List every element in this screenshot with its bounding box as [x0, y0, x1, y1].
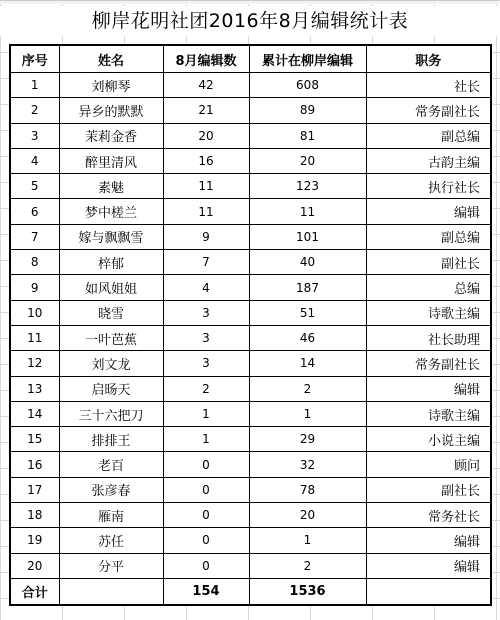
cell-total-count[interactable]: 29 [249, 427, 366, 452]
cell-role[interactable]: 编辑 [366, 199, 491, 224]
header-role[interactable]: 职务 [366, 45, 491, 73]
header-total-count[interactable]: 累计在柳岸编辑 [249, 45, 366, 73]
total-row [10, 578, 491, 605]
cell-total-count[interactable]: 1 [249, 528, 366, 553]
table-row [10, 148, 491, 173]
cell-name[interactable]: 老百 [59, 452, 163, 477]
table-row [10, 123, 491, 148]
cell-no[interactable]: 1 [10, 73, 59, 98]
cell-role[interactable]: 编辑 [366, 528, 491, 553]
header-name[interactable]: 姓名 [59, 45, 163, 73]
cell-role[interactable]: 编辑 [366, 376, 491, 401]
total-label[interactable]: 合计 [10, 578, 59, 605]
cell-name[interactable]: 一叶芭蕉 [59, 325, 163, 350]
table-row [10, 98, 491, 123]
cell-total-count[interactable]: 101 [249, 224, 366, 249]
cell-role[interactable]: 社长 [366, 73, 491, 98]
table-row [10, 325, 491, 350]
cell-no[interactable]: 16 [10, 452, 59, 477]
cell-no[interactable]: 13 [10, 376, 59, 401]
cell-total-count[interactable]: 46 [249, 325, 366, 350]
table-row [10, 427, 491, 452]
cell-no[interactable]: 18 [10, 503, 59, 528]
total-cumulative-sum[interactable]: 1536 [249, 578, 366, 605]
total-aug-sum[interactable]: 154 [163, 578, 249, 605]
cell-role[interactable]: 总编 [366, 275, 491, 300]
cell-role[interactable]: 常务副社长 [366, 351, 491, 376]
table-row [10, 376, 491, 401]
cell-no[interactable]: 14 [10, 401, 59, 426]
table-row [10, 174, 491, 199]
cell-aug-count[interactable]: 20 [163, 123, 249, 148]
table-row [10, 224, 491, 249]
cell-no[interactable]: 10 [10, 300, 59, 325]
cell-role[interactable]: 编辑 [366, 553, 491, 578]
table-row [10, 528, 491, 553]
cell-no[interactable]: 12 [10, 351, 59, 376]
cell-total-count[interactable]: 89 [249, 98, 366, 123]
cell-aug-count[interactable]: 0 [163, 528, 249, 553]
cell-name[interactable]: 茉莉金香 [59, 123, 163, 148]
cell-aug-count[interactable]: 0 [163, 553, 249, 578]
cell-name[interactable]: 排排王 [59, 427, 163, 452]
cell-name[interactable]: 梓郁 [59, 250, 163, 275]
cell-no[interactable]: 11 [10, 325, 59, 350]
cell-total-count[interactable]: 51 [249, 300, 366, 325]
cell-aug-count[interactable]: 3 [163, 300, 249, 325]
cell-name[interactable]: 素魅 [59, 174, 163, 199]
cell-total-count[interactable]: 1 [249, 401, 366, 426]
cell-name[interactable]: 启旸天 [59, 376, 163, 401]
cell-role[interactable]: 副社长 [366, 250, 491, 275]
table-row [10, 401, 491, 426]
cell-role[interactable]: 古韵主编 [366, 148, 491, 173]
cell-name[interactable]: 异乡的默默 [59, 98, 163, 123]
cell-total-count[interactable]: 608 [249, 73, 366, 98]
cell-no[interactable]: 9 [10, 275, 59, 300]
header-aug-count[interactable]: 8月编辑数 [163, 45, 249, 73]
cell-aug-count[interactable]: 16 [163, 148, 249, 173]
cell-role[interactable]: 常务副社长 [366, 98, 491, 123]
cell-aug-count[interactable]: 4 [163, 275, 249, 300]
cell-total-count[interactable]: 123 [249, 174, 366, 199]
cell-role[interactable]: 诗歌主编 [366, 401, 491, 426]
cell-role[interactable]: 顾问 [366, 452, 491, 477]
cell-aug-count[interactable]: 3 [163, 325, 249, 350]
cell-name[interactable]: 嫁与飘飘雪 [59, 224, 163, 249]
cell-total-count[interactable]: 40 [249, 250, 366, 275]
table-body [10, 73, 491, 579]
cell-aug-count[interactable]: 0 [163, 477, 249, 502]
cell-aug-count[interactable]: 2 [163, 376, 249, 401]
cell-total-count[interactable]: 2 [249, 376, 366, 401]
cell-aug-count[interactable]: 11 [163, 174, 249, 199]
cell-role[interactable]: 副总编 [366, 224, 491, 249]
total-role-cell[interactable] [366, 578, 491, 605]
cell-total-count[interactable]: 32 [249, 452, 366, 477]
cell-no[interactable]: 8 [10, 250, 59, 275]
table-row [10, 477, 491, 502]
cell-total-count[interactable]: 187 [249, 275, 366, 300]
cell-name[interactable]: 三十六把刀 [59, 401, 163, 426]
table-row [10, 503, 491, 528]
cell-no[interactable]: 15 [10, 427, 59, 452]
cell-total-count[interactable]: 78 [249, 477, 366, 502]
cell-name[interactable]: 张彦春 [59, 477, 163, 502]
sheet-title: 柳岸花明社团2016年8月编辑统计表 [0, 6, 500, 36]
cell-role[interactable]: 执行社长 [366, 174, 491, 199]
cell-role[interactable]: 诗歌主编 [366, 300, 491, 325]
cell-no[interactable]: 7 [10, 224, 59, 249]
table-row [10, 73, 491, 98]
cell-aug-count[interactable]: 1 [163, 401, 249, 426]
cell-aug-count[interactable]: 1 [163, 427, 249, 452]
cell-role[interactable]: 常务社长 [366, 503, 491, 528]
table-row [10, 199, 491, 224]
cell-total-count[interactable]: 20 [249, 503, 366, 528]
table-row [10, 300, 491, 325]
table-row [10, 553, 491, 578]
cell-aug-count[interactable]: 42 [163, 73, 249, 98]
cell-aug-count[interactable]: 0 [163, 452, 249, 477]
header-no[interactable]: 序号 [10, 45, 59, 73]
cell-total-count[interactable]: 11 [249, 199, 366, 224]
cell-no[interactable]: 5 [10, 174, 59, 199]
cell-role[interactable]: 副总编 [366, 123, 491, 148]
total-name-cell[interactable] [59, 578, 163, 605]
cell-name[interactable]: 刘柳琴 [59, 73, 163, 98]
cell-no[interactable]: 6 [10, 199, 59, 224]
header-row [10, 45, 491, 73]
table-row [10, 452, 491, 477]
cell-no[interactable]: 3 [10, 123, 59, 148]
cell-total-count[interactable]: 14 [249, 351, 366, 376]
cell-role[interactable]: 小说主编 [366, 427, 491, 452]
cell-aug-count[interactable]: 7 [163, 250, 249, 275]
cell-name[interactable]: 如风姐姐 [59, 275, 163, 300]
cell-role[interactable]: 副社长 [366, 477, 491, 502]
cell-name[interactable]: 分平 [59, 553, 163, 578]
cell-aug-count[interactable]: 3 [163, 351, 249, 376]
cell-name[interactable]: 醉里清风 [59, 148, 163, 173]
cell-role[interactable]: 社长助理 [366, 325, 491, 350]
table-row [10, 250, 491, 275]
cell-aug-count[interactable]: 11 [163, 199, 249, 224]
cell-no[interactable]: 4 [10, 148, 59, 173]
stats-table [9, 44, 492, 606]
cell-name[interactable]: 刘文龙 [59, 351, 163, 376]
top-edge [0, 0, 500, 4]
cell-total-count[interactable]: 20 [249, 148, 366, 173]
table-row [10, 351, 491, 376]
cell-aug-count[interactable]: 0 [163, 503, 249, 528]
cell-aug-count[interactable]: 21 [163, 98, 249, 123]
cell-no[interactable]: 20 [10, 553, 59, 578]
cell-name[interactable]: 梦中槎兰 [59, 199, 163, 224]
cell-no[interactable]: 19 [10, 528, 59, 553]
cell-total-count[interactable]: 81 [249, 123, 366, 148]
cell-total-count[interactable]: 2 [249, 553, 366, 578]
table-row [10, 275, 491, 300]
cell-no[interactable]: 2 [10, 98, 59, 123]
cell-name[interactable]: 雁南 [59, 503, 163, 528]
cell-aug-count[interactable]: 9 [163, 224, 249, 249]
cell-name[interactable]: 苏任 [59, 528, 163, 553]
cell-name[interactable]: 晓雪 [59, 300, 163, 325]
cell-no[interactable]: 17 [10, 477, 59, 502]
